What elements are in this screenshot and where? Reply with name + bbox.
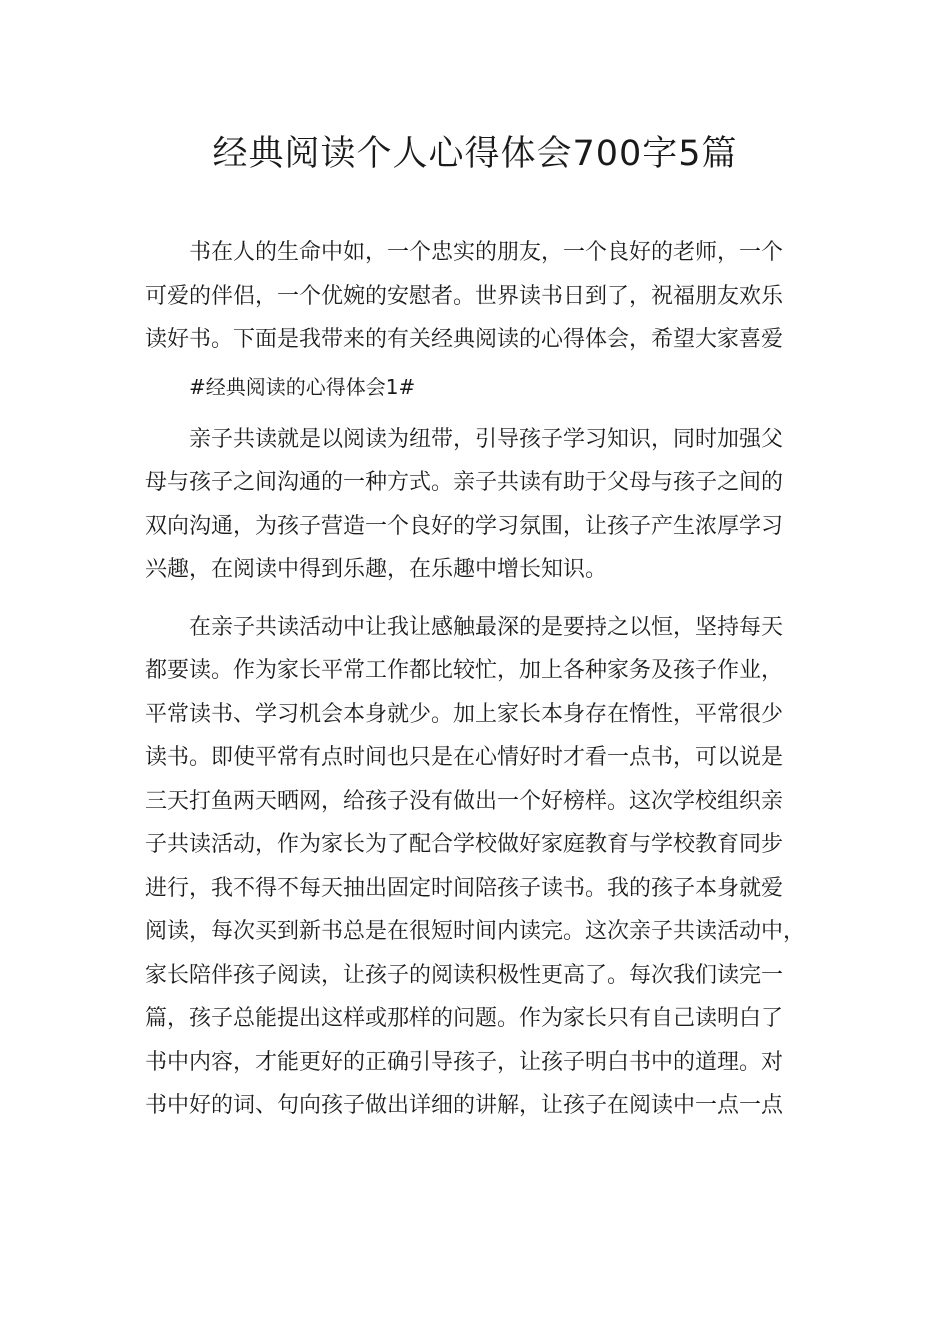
text-line: 可爱的伴侣，一个优婉的安慰者。世界读书日到了，祝福朋友欢乐 — [145, 283, 784, 309]
paragraph-parent-child-reading — [145, 418, 815, 592]
text-line: 篇，孩子总能提出这样或那样的问题。作为家长只有自己读明白了 — [145, 1006, 784, 1031]
paragraph-gap — [145, 592, 815, 606]
text-line: 子共读活动，作为家长为了配合学校做好家庭教育与学校教育同步 — [145, 832, 784, 857]
document-title: 经典阅读个人心得体会700字5篇 — [212, 134, 738, 174]
text-line: 进行，我不得不每天抽出固定时间陪孩子读书。我的孩子本身就爱 — [145, 875, 784, 901]
text-line: 在亲子共读活动中让我让感触最深的是要持之以恒，坚持每天 — [189, 614, 784, 640]
text-line: 书中内容，才能更好的正确引导孩子，让孩子明白书中的道理。对 — [145, 1049, 784, 1075]
text-line: 亲子共读就是以阅读为纽带，引导孩子学习知识，同时加强父 — [189, 426, 784, 452]
text-line: 兴趣，在阅读中得到乐趣，在乐趣中增长知识。 — [145, 557, 608, 582]
text-line: 书中好的词、句向孩子做出详细的讲解，让孩子在阅读中一点一点 — [145, 1093, 784, 1118]
document-body — [145, 231, 815, 1128]
text-line: 母与孩子之间沟通的一种方式。亲子共读有助于父母与孩子之间的 — [145, 470, 784, 495]
section-heading: #经典阅读的心得体会1# — [189, 374, 416, 399]
text-line: 读书。即使平常有点时间也只是在心情好时才看一点书，可以说是 — [145, 745, 784, 770]
text-line: 三天打鱼两天晒网，给孩子没有做出一个好榜样。这次学校组织亲 — [145, 788, 784, 814]
text-line: 都要读。作为家长平常工作都比较忙，加上各种家务及孩子作业， — [145, 658, 784, 683]
text-line: 平常读书、学习机会本身就少。加上家长本身存在惰性，平常很少 — [145, 701, 784, 727]
text-line: 双向沟通，为孩子营造一个良好的学习氛围，让孩子产生浓厚学习 — [145, 513, 784, 539]
text-line: 书在人的生命中如，一个忠实的朋友，一个良好的老师，一个 — [189, 240, 784, 265]
text-line: 家长陪伴孩子阅读，让孩子的阅读积极性更高了。每次我们读完一 — [145, 962, 784, 988]
text-line: 读好书。下面是我带来的有关经典阅读的心得体会，希望大家喜爱 — [145, 327, 784, 352]
intro-paragraph — [145, 231, 815, 362]
text-line: 阅读，每次买到新书总是在很短时间内读完。这次亲子共读活动中， — [145, 919, 806, 944]
paragraph-persistence — [145, 606, 815, 1128]
